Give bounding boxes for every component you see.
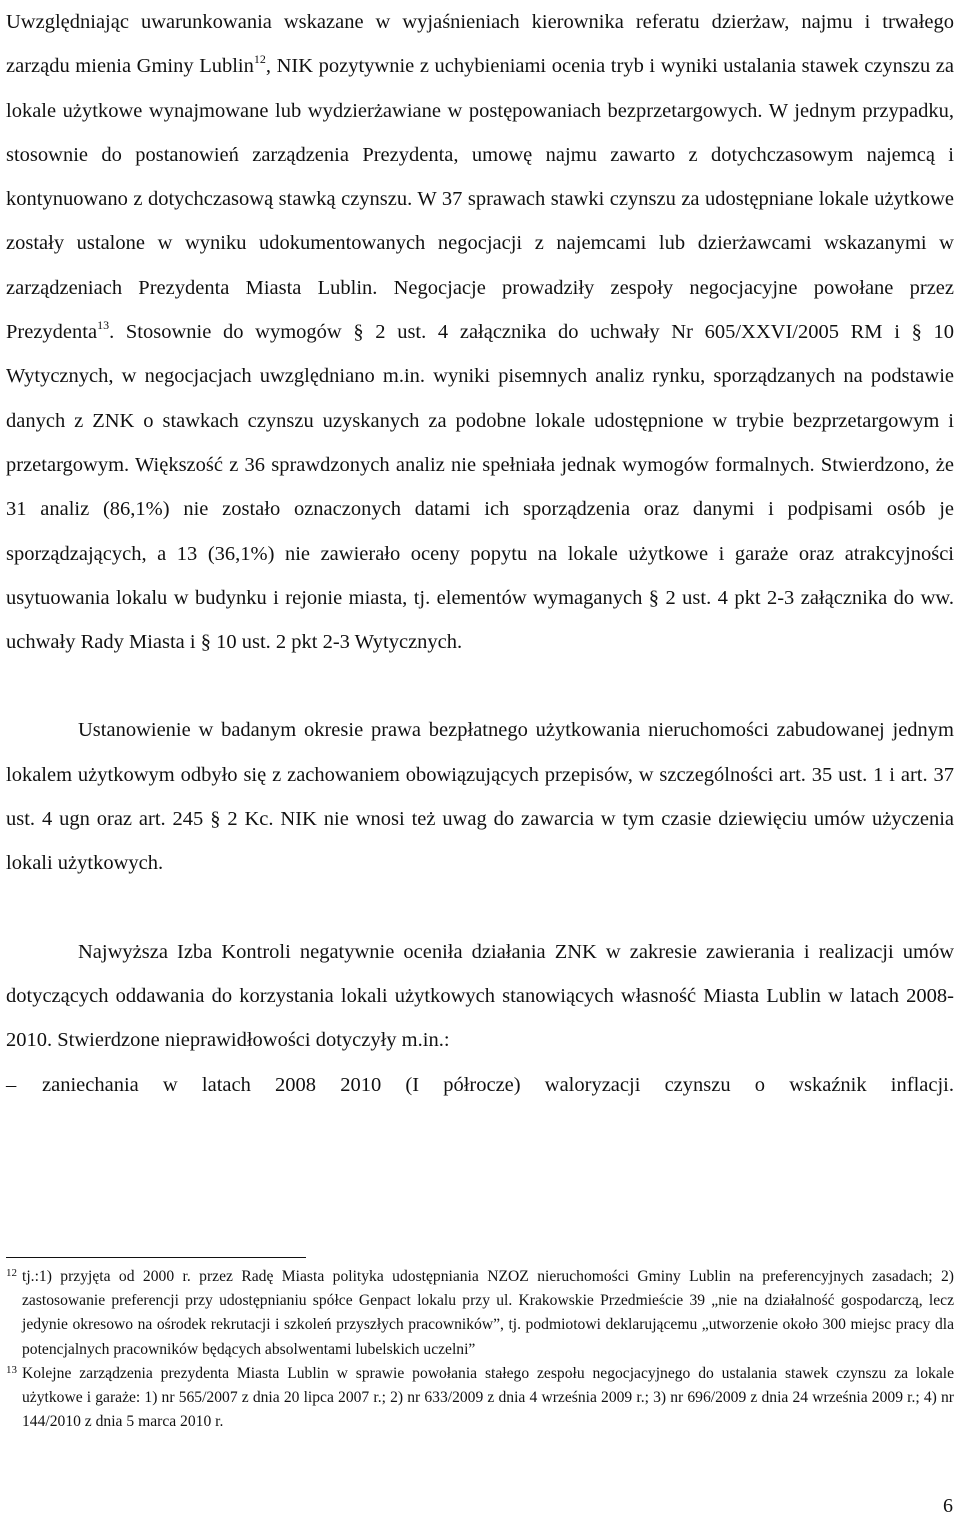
paragraph-gap: [6, 886, 954, 930]
footnote-13: [6, 1362, 954, 1435]
document-body: [6, 0, 954, 1107]
paragraph-gap: [6, 664, 954, 708]
footnote-text: Kolejne zarządzenia prezydenta Miasta Lublin w sprawie powołania stałego zespołu negocjacyjnego do ustalania stawek czynszu za lokale użytkowe i garaże: 1) nr 565/2007 z dnia 20 lipca 2007 r.; 2) nr 633/2009 z dnia 4 września 2009 r.; 3) nr 696/2009 z dnia 24 września 2009 r.; 4) nr 144/2010 z dnia 5 marca 2010 r.: [22, 1364, 954, 1431]
paragraph-1-part-c: . Stosownie do wymogów § 2 ust. 4 załącznika do uchwały Nr 605/XXVI/2005 RM i § 10 Wytycznych, w negocjacjach uwzględniano m.in. wyniki pisemnych analiz rynku, sporządzanych na podstawie danych z ZNK o stawkach czynszu uzyskanych za podobne lokale udostępnione w trybie bezprzetargowym i przetargowym. Większość z 36 sprawdzonych analiz nie spełniała jednak wymogów formalnych. Stwierdzono, że 31 analiz (86,1%) nie zostało oznaczonych datami ich sporządzenia oraz danymi i podpisami osób je sporządzających, a 13 (36,1%) nie zawierało oceny popytu na lokale użytkowe i garaże oraz atrakcyjności usytuowania lokalu w budynku i rejonie miasta, tj. elementów wymaganych § 2 ust. 4 pkt 2-3 załącznika do ww. uchwały Rady Miasta i § 10 ust. 2 pkt 2-3 Wytycznych.: [6, 321, 954, 654]
footnote-number: 12: [6, 1267, 17, 1279]
footnote-text: tj.:1) przyjęta od 2000 r. przez Radę Miasta polityka udostępniania NZOZ nieruchomości Gminy Lublin na preferencyjnych zasadach; 2) zastosowanie preferencji przy udostępnianiu spółce Genpact lokalu przy ul. Krakowskie Przedmieście 39 „nie na działalność gospodarczą, lecz jedynie okresowo na ośrodek rekrutacji i szkoleń przyszłych pracowników”, tj. podmiotowi deklarującemu „utworzenie około 300 miejsc pracy dla potencjalnych pracowników będących absolwentami lubelskich uczelni”: [22, 1268, 954, 1358]
paragraph-1-part-b: , NIK pozytywnie z uchybieniami ocenia tryb i wyniki ustalania stawek czynszu za lokale użytkowe wynajmowane lub wydzierżawiane w postępowaniach bezprzetargowych. W jednym przypadku, stosownie do postanowień zarządzenia Prezydenta, umowę najmu zawarto z dotychczasowym najemcą i kontynuowano z dotychczasową stawką czynszu. W 37 sprawach stawki czynszu za udostępniane lokale użytkowe zostały ustalone w wyniku udokumentowanych negocjacji z najemcami lub dzierżawcami wskazanymi w zarządzeniach Prezydenta Miasta Lublin. Negocjacje prowadziły zespoły negocjacyjne powołane przez Prezydenta: [6, 55, 954, 344]
paragraph-1-part-a: Uwzględniając uwarunkowania wskazane w wyjaśnieniach kierownika referatu dzierżaw, najmu i trwałego zarządu mienia Gminy Lublin: [6, 11, 954, 78]
dash-list-item-text: zaniechania w latach 2008 2010 (I półrocze) waloryzacji czynszu o wskaźnik inflacji.: [42, 1073, 954, 1096]
paragraph-2: Ustanowienie w badanym okresie prawa bezpłatnego użytkowania nieruchomości zabudowanej jednym lokalem użytkowym odbyło się z zachowaniem obowiązujących przepisów, w szczególności art. 35 ust. 1 i art. 37 ust. 4 ugn oraz art. 245 § 2 Kc. NIK nie wnosi też uwag do zawarcia w tym czasie dziewięciu umów użyczenia lokali użytkowych.: [6, 719, 954, 875]
footnotes: [6, 1265, 954, 1434]
page-number: 6: [943, 1495, 953, 1517]
footnote-number: 13: [6, 1363, 17, 1376]
footnote-12: [6, 1265, 954, 1362]
footnote-ref-13[interactable]: 13: [97, 318, 110, 333]
paragraph-1: [6, 0, 954, 664]
dash-list-item: [6, 1063, 954, 1107]
paragraph-3: Najwyższa Izba Kontroli negatywnie oceniła działania ZNK w zakresie zawierania i realizacji umów dotyczących oddawania do korzystania lokali użytkowych stanowiących własność Miasta Lublin w latach 2008-2010. Stwierdzone nieprawidłowości dotyczyły m.in.:: [6, 940, 954, 1052]
footnote-ref-12[interactable]: 12: [253, 52, 266, 67]
dash-bullet: –: [6, 1073, 17, 1096]
footnote-separator: [6, 1257, 306, 1258]
